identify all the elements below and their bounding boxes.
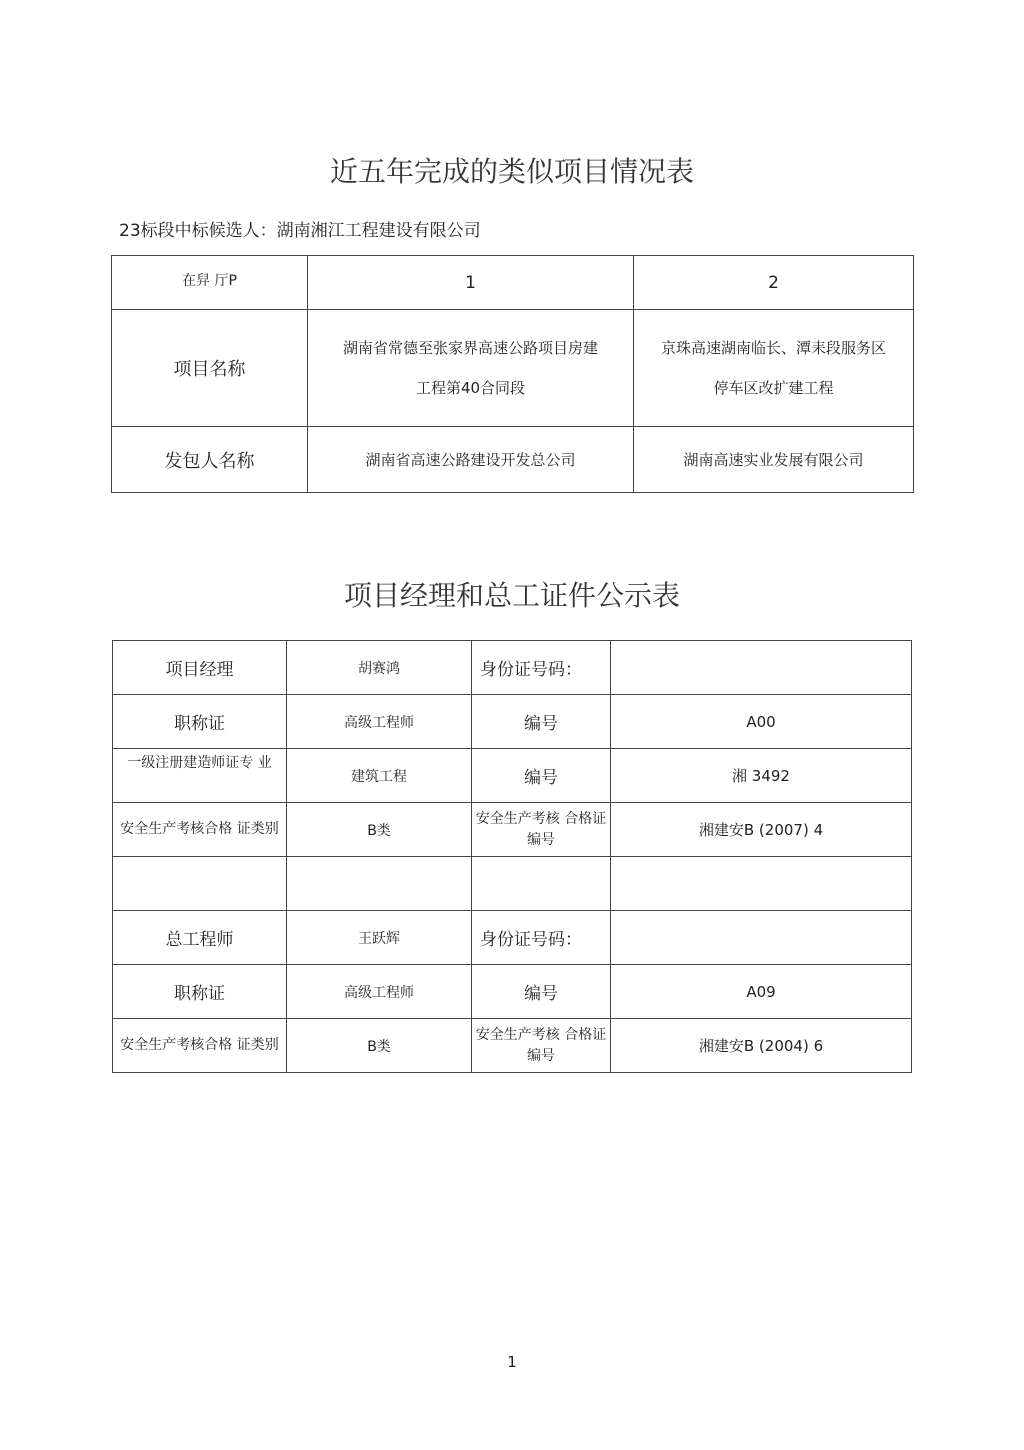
cert-value: 高级工程师 — [287, 965, 472, 1019]
similar-projects-title: 近五年完成的类似项目情况表 — [329, 155, 694, 188]
project-name-line: 停车区改扩建工程 — [713, 379, 834, 397]
employer-cell: 湖南省高速公路建设开发总公司 — [308, 427, 634, 493]
project-name-line: 京珠高速湖南临长、潭耒段服务区 — [660, 339, 886, 357]
cert-value — [287, 857, 472, 911]
cert-value2 — [611, 641, 912, 695]
cert-label2: 编号 — [472, 695, 611, 749]
cert-label2: 编号 — [472, 749, 611, 803]
project-name-cell — [634, 310, 914, 427]
table-row — [112, 256, 914, 310]
cert-value2: A00 — [611, 695, 912, 749]
cert-label: 安全生产考核合格 证类别 — [113, 803, 287, 857]
table-row — [113, 857, 912, 911]
cert-label2: 安全生产考核 合格证编号 — [472, 1019, 611, 1073]
certificates-table — [112, 640, 912, 1073]
cert-label: 安全生产考核合格 证类别 — [113, 1019, 287, 1073]
project-name-line: 湖南省常德至张家界高速公路项目房建 — [342, 339, 598, 357]
table-row — [113, 965, 912, 1019]
table-row — [112, 310, 914, 427]
cert-value: 建筑工程 — [287, 749, 472, 803]
cert-label2 — [472, 857, 611, 911]
cert-value2: 湘 3492 — [611, 749, 912, 803]
employer-label: 发包人名称 — [112, 427, 308, 493]
page-number: 1 — [507, 1353, 517, 1371]
cert-label: 项目经理 — [113, 641, 287, 695]
cert-value: B类 — [287, 1019, 472, 1073]
cert-value: B类 — [287, 803, 472, 857]
certificates-title: 项目经理和总工证件公示表 — [343, 579, 680, 612]
cert-value2: 湘建安B (2004) 6 — [611, 1019, 912, 1073]
project-name-line: 工程第40合同段 — [415, 379, 526, 397]
project-name-cell — [308, 310, 634, 427]
table-row — [113, 695, 912, 749]
similar-projects-table — [111, 255, 914, 493]
table-row — [113, 641, 912, 695]
cert-label: 一级注册建造师证专 业 — [113, 749, 287, 803]
cert-label: 总工程师 — [113, 911, 287, 965]
cert-value2 — [611, 857, 912, 911]
project-name-label: 项目名称 — [112, 310, 308, 427]
cert-value: 高级工程师 — [287, 695, 472, 749]
cert-value2: A09 — [611, 965, 912, 1019]
cert-label2: 身份证号码： — [472, 641, 611, 695]
table-row — [113, 803, 912, 857]
cert-value2 — [611, 911, 912, 965]
table-row — [113, 1019, 912, 1073]
column-number: 2 — [634, 256, 914, 310]
cert-label — [113, 857, 287, 911]
bidder-line: 23标段中标候选人：湖南湘江工程建设有限公司 — [119, 221, 481, 241]
cert-value: 王跃辉 — [287, 911, 472, 965]
cert-label: 职称证 — [113, 695, 287, 749]
cert-label2: 身份证号码： — [472, 911, 611, 965]
cert-label2: 编号 — [472, 965, 611, 1019]
cert-value2: 湘建安B (2007) 4 — [611, 803, 912, 857]
cert-label2: 安全生产考核 合格证编号 — [472, 803, 611, 857]
employer-cell: 湖南高速实业发展有限公司 — [634, 427, 914, 493]
table-row — [113, 749, 912, 803]
serial-header: 在舁 厅P — [112, 256, 308, 310]
table-row — [112, 427, 914, 493]
cert-value: 胡赛鸿 — [287, 641, 472, 695]
column-number: 1 — [308, 256, 634, 310]
cert-label: 职称证 — [113, 965, 287, 1019]
table-row — [113, 911, 912, 965]
